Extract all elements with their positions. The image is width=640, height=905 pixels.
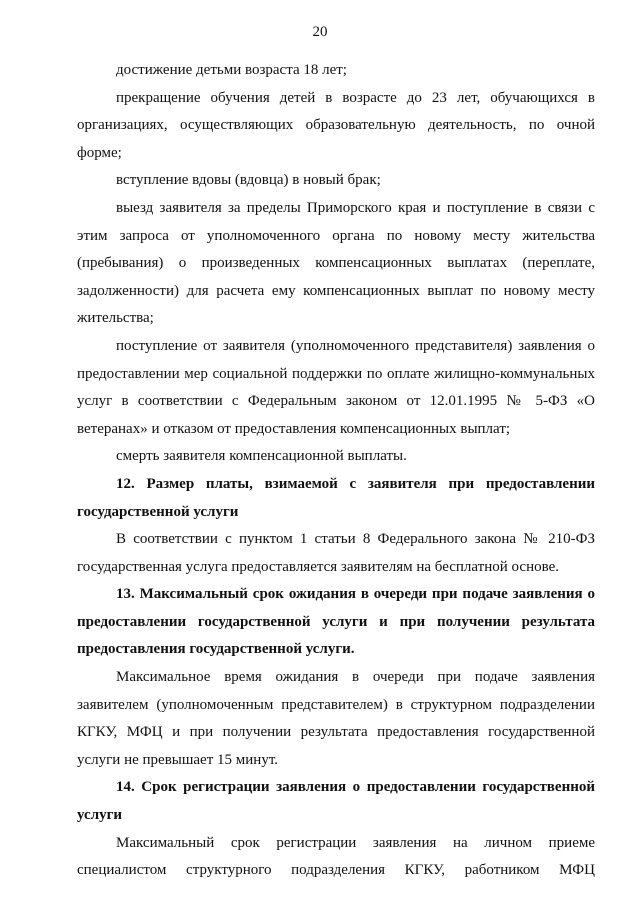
paragraph-departure: выезд заявителя за пределы Приморского края и поступление в связи с этим запроса от уполномоченного органа по новому месту жительства (пребывания) о произведенных компенсационных выплатах (переплате, задолженности) для расчета ему компенсационных выплат по новому месту жительства; [77,199,595,327]
paragraph-application-received: поступление от заявителя (уполномоченного представителя) заявления о предоставлении мер социальной поддержки по оплате жилищно-коммунальных услуг в соответствии с Федеральным законом от 12.01.1995 № 5-ФЗ «О ветеранах» и отказом от предоставления компенсационных выплат; [77,337,595,437]
paragraph-registration-term: Максимальный срок регистрации заявления на личном приеме специалистом структурного подразделения КГКУ, работником МФЦ [77,834,595,879]
paragraph-free-service: В соответствии с пунктом 1 статьи 8 Федерального закона № 210-ФЗ государственная услуга предоставляется заявителям на бесплатной основе. [77,531,595,575]
paragraph-death: смерть заявителя компенсационной выплаты. [116,448,407,465]
paragraph-wait-time: Максимальное время ожидания в очереди при подаче заявления заявителем (уполномоченным представителем) в структурном подразделении КГКУ, МФЦ и при получении результата предоставления государственной услуги не превышает 15 минут. [77,669,595,768]
section-heading-13: 13. Максимальный срок ожидания в очереди при подаче заявления о предоставлении государственной услуги и при получении результата предоставления государственной услуги. [77,586,595,658]
document-body [77,57,595,885]
paragraph-study-termination: прекращение обучения детей в возрасте до 23 лет, обучающихся в организациях, осуществляющих образовательную деятельность, по очной форме; [77,89,595,161]
paragraph-children-age: достижение детьми возраста 18 лет; [116,62,347,78]
section-heading-14: 14. Срок регистрации заявления о предоставлении государственной услуги [77,779,595,824]
section-heading-12: 12. Размер платы, взимаемой с заявителя при предоставлении государственной услуги [77,475,595,520]
page-number: 20 [312,24,328,40]
paragraph-remarriage: вступление вдовы (вдовца) в новый брак; [116,172,381,189]
